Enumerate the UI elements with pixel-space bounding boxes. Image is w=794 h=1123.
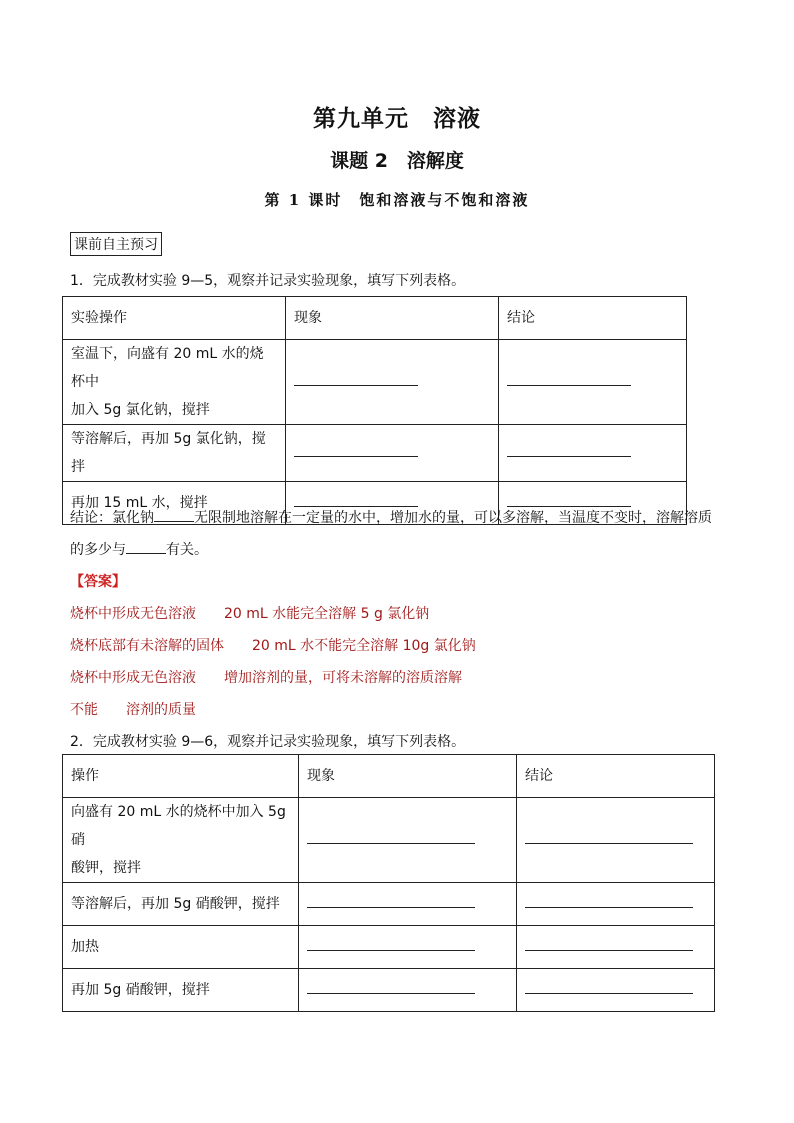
conclusion-text: 结论：氯化钠	[70, 510, 154, 526]
operation-text: 加入 5g 氯化钠，搅拌	[71, 402, 210, 418]
q1-table	[62, 296, 687, 525]
answer-blank[interactable]	[525, 979, 693, 994]
table-header-row	[63, 755, 715, 798]
header-cell: 实验操作	[63, 297, 286, 340]
answer-blank[interactable]	[307, 979, 475, 994]
phenomenon-cell[interactable]	[299, 883, 517, 926]
conclusion-text: 有关。	[166, 542, 208, 558]
document-subtitle: 课题 2 溶解度	[330, 150, 464, 172]
answer-text: 20 mL 水不能完全溶解 10g 氯化钠	[252, 638, 476, 654]
table-row	[63, 340, 687, 425]
answer-text: 烧杯中形成无色溶液	[70, 670, 196, 686]
conclusion-cell[interactable]	[517, 926, 715, 969]
answer-text: 增加溶剂的量，可将未溶解的溶质溶解	[224, 670, 462, 686]
answer-blank[interactable]	[294, 492, 418, 507]
answer-label: 【答案】	[70, 574, 126, 590]
table-header-row	[63, 297, 687, 340]
table-row	[63, 883, 715, 926]
answer-line	[70, 603, 429, 623]
conclusion-text: 的多少与	[70, 542, 126, 558]
operation-text: 室温下，向盛有 20 mL 水的烧杯中	[71, 346, 264, 390]
conclusion-cell[interactable]	[517, 883, 715, 926]
conclusion-cell[interactable]	[499, 425, 687, 482]
conclusion-cell[interactable]	[499, 340, 687, 425]
table-row	[63, 969, 715, 1012]
header-cell: 操作	[63, 755, 299, 798]
fill-blank[interactable]	[126, 541, 166, 554]
answer-line	[70, 635, 476, 655]
answer-line	[70, 667, 462, 687]
operation-text: 酸钾，搅拌	[71, 860, 141, 876]
header-cell: 结论	[517, 755, 715, 798]
phenomenon-cell[interactable]	[299, 969, 517, 1012]
q1-conclusion-line1	[70, 507, 712, 527]
answer-line	[70, 699, 196, 719]
operation-cell: 等溶解后，再加 5g 氯化钠，搅拌	[63, 425, 286, 482]
answer-blank[interactable]	[525, 893, 693, 908]
section-label: 课前自主预习	[70, 232, 162, 256]
operation-text: 向盛有 20 mL 水的烧杯中加入 5g 硝	[71, 804, 286, 848]
q1-prompt: 1．完成教材实验 9—5，观察并记录实验现象，填写下列表格。	[70, 273, 466, 289]
phenomenon-cell[interactable]	[299, 926, 517, 969]
document-title: 第九单元 溶液	[313, 106, 481, 132]
answer-blank[interactable]	[525, 829, 693, 844]
phenomenon-cell[interactable]	[299, 798, 517, 883]
q2-prompt: 2．完成教材实验 9—6，观察并记录实验现象，填写下列表格。	[70, 734, 466, 750]
operation-cell: 等溶解后，再加 5g 硝酸钾，搅拌	[63, 883, 299, 926]
answer-text: 烧杯中形成无色溶液	[70, 606, 196, 622]
answer-blank[interactable]	[307, 936, 475, 951]
answer-blank[interactable]	[307, 893, 475, 908]
header-cell: 现象	[286, 297, 499, 340]
q1-conclusion-line2	[70, 539, 208, 559]
answer-blank[interactable]	[525, 936, 693, 951]
answer-blank[interactable]	[294, 371, 418, 386]
conclusion-cell[interactable]	[517, 798, 715, 883]
lesson-title: 第 1 课时 饱和溶液与不饱和溶液	[264, 191, 530, 209]
q2-table	[62, 754, 715, 1012]
answer-blank[interactable]	[507, 442, 631, 457]
table-row	[63, 926, 715, 969]
table-row	[63, 425, 687, 482]
answer-text: 溶剂的质量	[126, 702, 196, 718]
header-cell: 现象	[299, 755, 517, 798]
answer-blank[interactable]	[294, 442, 418, 457]
answer-text: 不能	[70, 702, 98, 718]
phenomenon-cell[interactable]	[286, 425, 499, 482]
operation-cell: 加热	[63, 926, 299, 969]
answer-blank[interactable]	[507, 371, 631, 386]
conclusion-text: 无限制地溶解在一定量的水中，增加水的量，可以多溶解，当温度不变时，溶解溶质	[194, 510, 712, 526]
answer-blank[interactable]	[307, 829, 475, 844]
operation-cell: 再加 15 mL 水，搅拌	[63, 482, 286, 525]
answer-blank[interactable]	[507, 492, 631, 507]
header-cell: 结论	[499, 297, 687, 340]
phenomenon-cell[interactable]	[286, 340, 499, 425]
answer-text: 烧杯底部有未溶解的固体	[70, 638, 224, 654]
table-row	[63, 798, 715, 883]
answer-text: 20 mL 水能完全溶解 5 g 氯化钠	[224, 606, 430, 622]
operation-cell: 再加 5g 硝酸钾，搅拌	[63, 969, 299, 1012]
fill-blank[interactable]	[154, 509, 194, 522]
conclusion-cell[interactable]	[517, 969, 715, 1012]
operation-cell	[63, 798, 299, 883]
operation-cell	[63, 340, 286, 425]
